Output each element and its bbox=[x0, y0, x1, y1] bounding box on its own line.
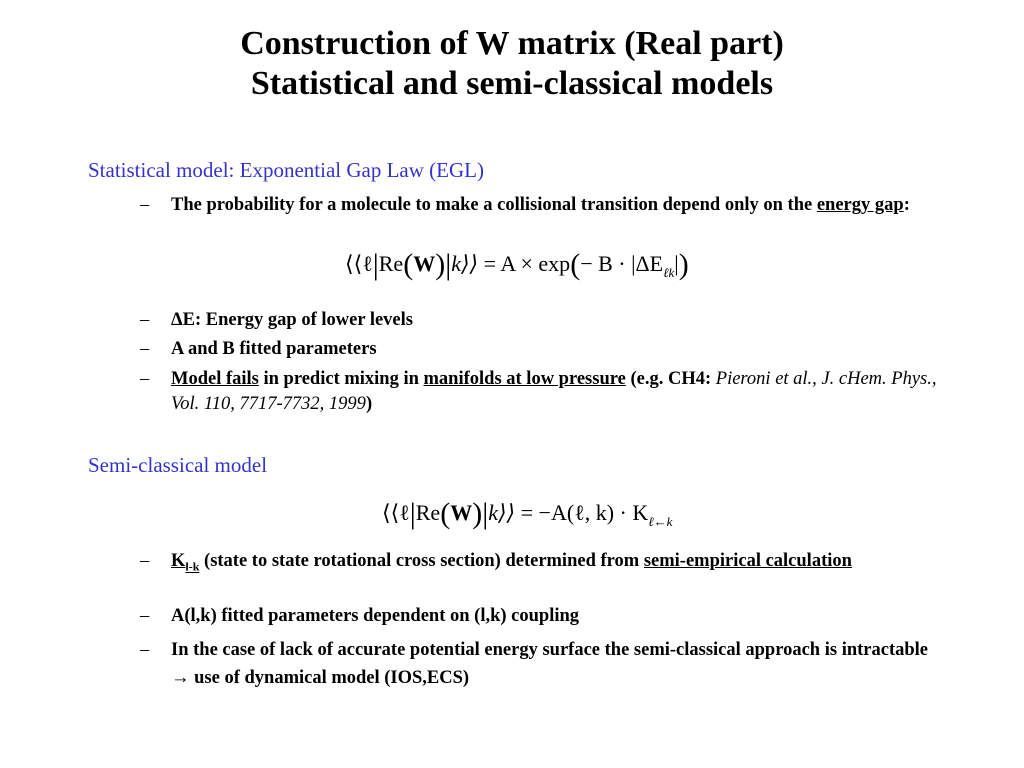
text-segment: : bbox=[903, 195, 910, 215]
k-subscript: l-k bbox=[185, 559, 200, 574]
title-line-1: Construction of W matrix (Real part) bbox=[240, 25, 784, 62]
eq-rhs-sub: ℓ←k bbox=[648, 514, 673, 529]
bullet-dash: – bbox=[140, 195, 150, 215]
bullet-text bbox=[171, 636, 941, 692]
text-segment: (e.g. CH4: bbox=[625, 369, 716, 389]
eq-ket: k⟩⟩ bbox=[451, 251, 479, 276]
bullet-text: A and B fitted parameters bbox=[171, 339, 377, 359]
eq-re: Re bbox=[415, 500, 441, 525]
slide-title bbox=[0, 24, 1024, 104]
bullet-dash: – bbox=[140, 310, 150, 330]
eq-bra: ⟨⟨ℓ bbox=[345, 251, 373, 276]
bullet-dash: – bbox=[140, 640, 150, 660]
text-segment: use of dynamical model (IOS,ECS) bbox=[189, 668, 470, 688]
eq-equals-exp: = A × exp bbox=[478, 251, 571, 276]
bullet-text bbox=[171, 367, 941, 417]
eq-rhs-sub: ℓk bbox=[663, 265, 675, 280]
bullet-text bbox=[171, 549, 941, 580]
eq-w: W bbox=[413, 251, 436, 276]
citation: Pieroni et al., J. cHem. Phys., Vol. 110, 7717-7732, 1999 bbox=[171, 369, 937, 414]
bullet-text bbox=[171, 193, 941, 218]
k-symbol: K bbox=[171, 551, 186, 571]
text-segment: In the case of lack of accurate potential energy surface the semi-classical approach is intractable bbox=[171, 640, 929, 660]
bullet-dash: – bbox=[140, 606, 150, 626]
egl-equation: ⟨⟨ℓ|Re(W)|k⟩⟩ = $A \times \exp(- B \cdot |\Delta E_{\ell k}|)$ bbox=[345, 248, 689, 281]
arrow-icon: → bbox=[171, 668, 190, 688]
semiclassical-equation: ⟨⟨ℓ|Re(W)|k⟩⟩ = −A(ℓ, $k) \cdot K_{\ell\leftarrow k}$ bbox=[382, 497, 673, 530]
bullet-text: A(l,k) fitted parameters dependent on (l,k) coupling bbox=[171, 606, 580, 626]
eq-abs-close: | bbox=[674, 251, 679, 276]
bullet-dash: – bbox=[140, 369, 150, 389]
eq-rhs: − B · |ΔE bbox=[580, 251, 664, 276]
bullet-dash: – bbox=[140, 551, 150, 571]
eq-ket: k⟩⟩ bbox=[488, 500, 516, 525]
delta-symbol: Δ bbox=[171, 310, 183, 330]
text-segment: ) bbox=[365, 394, 373, 414]
underlined-term: Model fails bbox=[171, 369, 259, 389]
underlined-term: semi-empirical calculation bbox=[643, 551, 852, 571]
title-line-2: Statistical and semi-classical models bbox=[250, 65, 774, 102]
underlined-term: energy gap bbox=[816, 195, 904, 215]
eq-rhs: = −A(ℓ, k) · K bbox=[515, 500, 649, 525]
section-heading-statistical: Statistical model: Exponential Gap Law (EGL) bbox=[88, 158, 484, 182]
bullet-text bbox=[171, 308, 941, 333]
eq-bra: ⟨⟨ℓ bbox=[382, 500, 410, 525]
bullet-dash: – bbox=[140, 339, 150, 359]
text-segment: (state to state rotational cross section) determined from bbox=[199, 551, 644, 571]
eq-w: W bbox=[450, 500, 473, 525]
underlined-term: manifolds at low pressure bbox=[423, 369, 626, 389]
text-segment: The probability for a molecule to make a collisional transition depend only on the bbox=[171, 195, 817, 215]
text-segment: E: Energy gap of lower levels bbox=[182, 310, 413, 330]
eq-re: Re bbox=[378, 251, 404, 276]
text-segment: in predict mixing in bbox=[258, 369, 424, 389]
section-heading-semiclassical: Semi-classical model bbox=[88, 453, 268, 477]
